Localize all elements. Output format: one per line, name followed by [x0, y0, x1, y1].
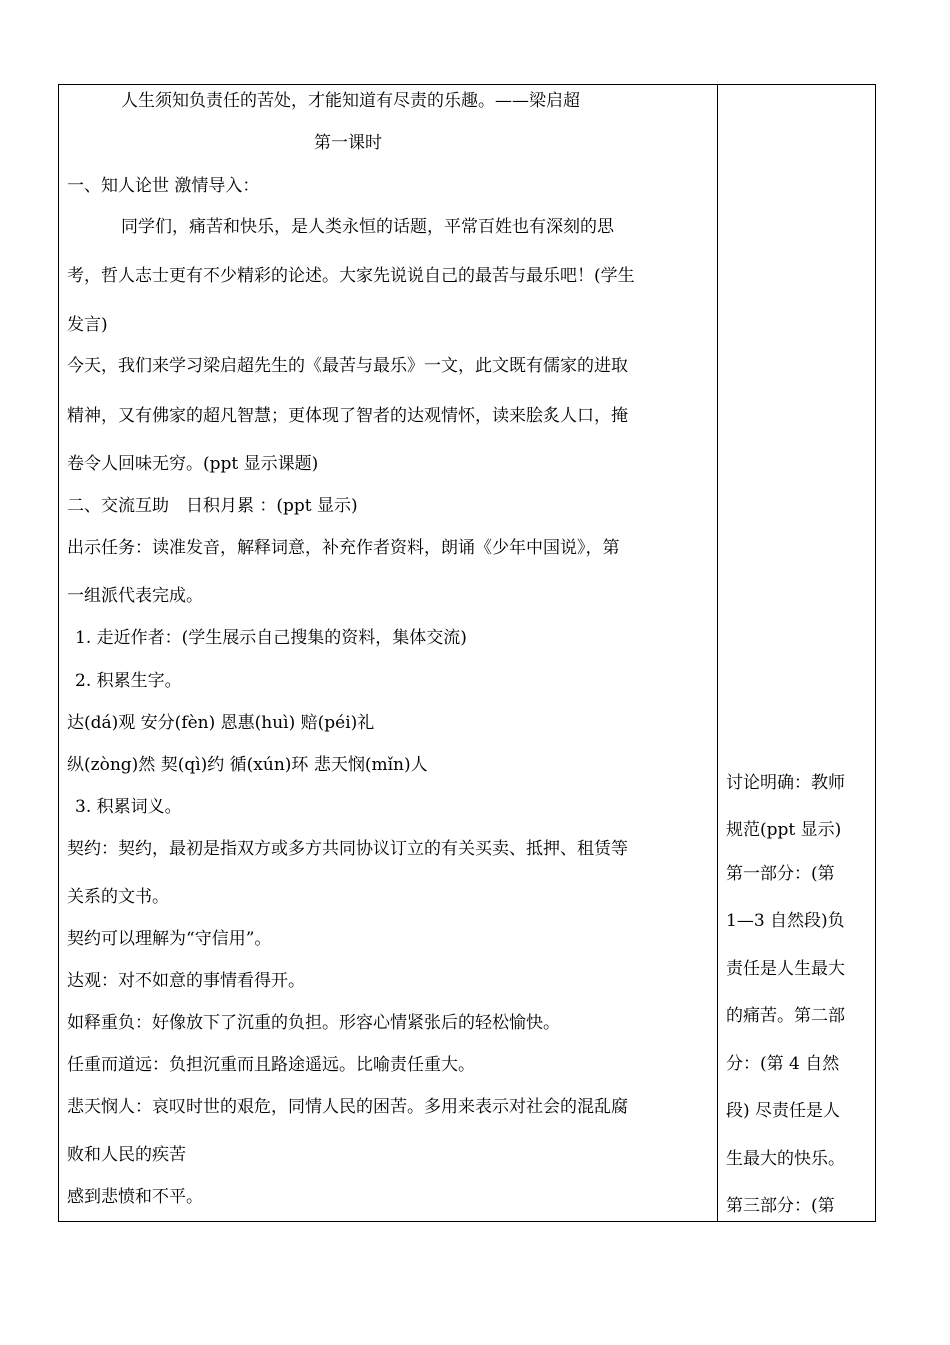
vocab-line: 纵(zòng)然 契(qì)约 循(xún)环 悲天悯(mǐn)人 — [67, 755, 428, 775]
section-heading-1: 一、知人论世 激情导入： — [67, 176, 260, 196]
paragraph-line: 任重而道远：负担沉重而且路途遥远。比喻责任重大。 — [67, 1055, 475, 1075]
paragraph-line: 出示任务：读准发音，解释词意，补充作者资料，朗诵《少年中国说》，第 — [67, 538, 620, 558]
side-line: 规范(ppt 显示) — [726, 820, 842, 840]
paragraph-line: 今天，我们来学习梁启超先生的《最苦与最乐》一文，此文既有儒家的进取 — [67, 356, 628, 376]
paragraph-line: 契约：契约，最初是指双方或多方共同协议订立的有关买卖、抵押、租赁等 — [67, 839, 628, 859]
side-line: 1—3 自然段)负 — [726, 911, 845, 931]
paragraph-line: 如释重负：好像放下了沉重的负担。形容心情紧张后的轻松愉快。 — [67, 1013, 560, 1033]
paragraph-line: 考，哲人志士更有不少精彩的论述。大家先说说自己的最苦与最乐吧！(学生 — [67, 266, 635, 286]
side-line: 段) 尽责任是人 — [726, 1101, 841, 1121]
paragraph-line: 悲天悯人：哀叹时世的艰危，同情人民的困苦。多用来表示对社会的混乱腐 — [67, 1097, 628, 1117]
paragraph-line: 达观：对不如意的事情看得开。 — [67, 971, 305, 991]
section-heading-2: 二、交流互助 日积月累 ：(ppt 显示) — [67, 496, 358, 516]
list-item: 1. 走近作者：(学生展示自己搜集的资料，集体交流) — [75, 628, 467, 648]
lesson-title: 第一课时 — [314, 133, 382, 153]
side-line: 第一部分：(第 — [726, 864, 835, 884]
paragraph-line: 感到悲愤和不平。 — [67, 1187, 203, 1207]
paragraph-line: 精神，又有佛家的超凡智慧；更体现了智者的达观情怀，读来脍炙人口，掩 — [67, 406, 628, 426]
side-line: 第三部分：(第 — [726, 1196, 835, 1216]
list-item: 3. 积累词义。 — [75, 797, 182, 817]
side-line: 责任是人生最大 — [726, 959, 845, 979]
side-line: 生最大的快乐。 — [726, 1149, 845, 1169]
paragraph-line: 同学们，痛苦和快乐，是人类永恒的话题，平常百姓也有深刻的思 — [121, 217, 614, 237]
column-divider — [717, 85, 718, 1221]
paragraph-line: 契约可以理解为“守信用”。 — [67, 929, 272, 949]
paragraph-line: 关系的文书。 — [67, 887, 169, 907]
list-item: 2. 积累生字。 — [75, 671, 182, 691]
vocab-line: 达(dá)观 安分(fèn) 恩惠(huì) 赔(péi)礼 — [67, 713, 375, 733]
side-line: 分：(第 4 自然 — [726, 1054, 840, 1074]
epigraph: 人生须知负责任的苦处，才能知道有尽责的乐趣。——梁启超 — [121, 91, 580, 111]
paragraph-line: 一组派代表完成。 — [67, 586, 203, 606]
paragraph-line: 发言) — [67, 315, 108, 335]
paragraph-line: 卷令人回味无穷。(ppt 显示课题) — [67, 454, 319, 474]
side-line: 的痛苦。第二部 — [726, 1006, 845, 1026]
lesson-table — [58, 84, 876, 1222]
paragraph-line: 败和人民的疾苦 — [67, 1145, 186, 1165]
side-line: 讨论明确：教师 — [726, 773, 845, 793]
